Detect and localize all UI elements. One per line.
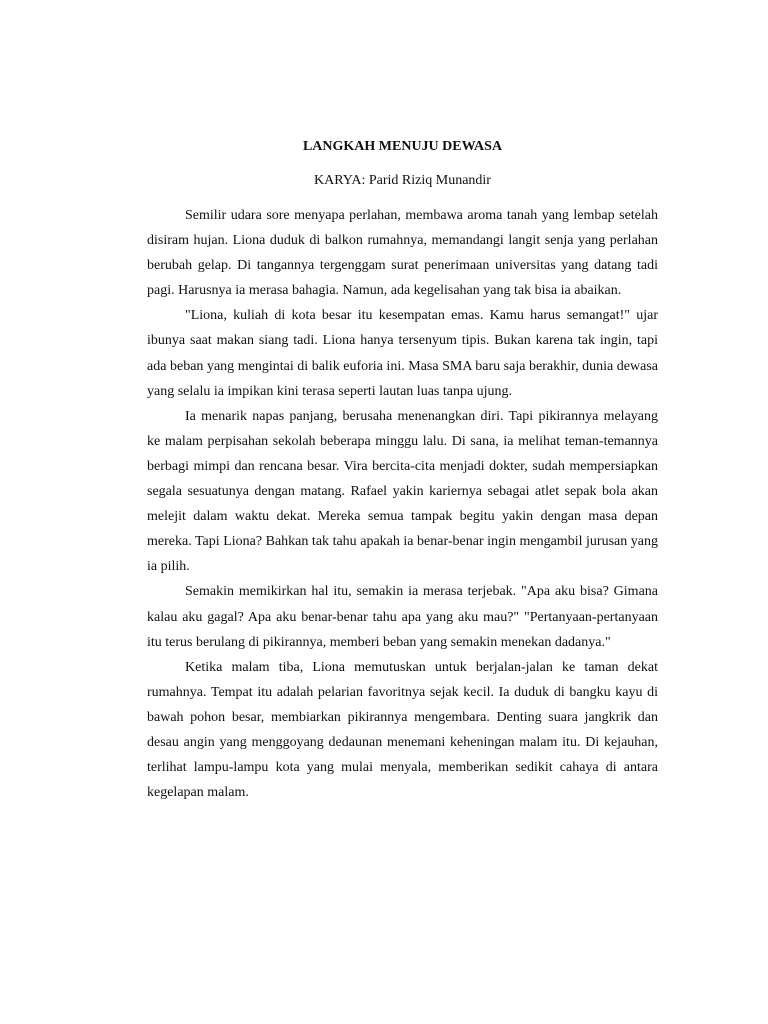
paragraph-4: Semakin memikirkan hal itu, semakin ia merasa terjebak. "Apa aku bisa? Gimana kalau aku gagal? Apa aku benar-benar tahu apa yang aku mau?" "Pertanyaan-pertanyaan itu terus berulang di pikirannya, memberi beban yang semakin menekan dadanya."	[147, 584, 658, 650]
document-title: LANGKAH MENUJU DEWASA	[302, 139, 503, 154]
paragraph-1: Semilir udara sore menyapa perlahan, membawa aroma tanah yang lembap setelah disiram hujan. Liona duduk di balkon rumahnya, memandangi langit senja yang perlahan berubah gelap. Di tangannya tergenggam surat penerimaan universitas yang datang tadi pagi. Harusnya ia merasa bahagia. Namun, ada kegelisahan yang tak bisa ia abaikan.	[147, 208, 658, 299]
author-line: KARYA: Parid Riziq Munandir	[314, 173, 491, 188]
paragraph-3: Ia menarik napas panjang, berusaha menenangkan diri. Tapi pikirannya melayang ke malam perpisahan sekolah beberapa minggu lalu. Di sana, ia melihat teman-temannya berbagi mimpi dan rencana besar. Vira bercita-cita menjadi dokter, sudah mempersiapkan segala sesuatunya dengan matang. Rafael yakin kariernya sebagai atlet sepak bola akan melejit dalam waktu dekat. Mereka semua tampak begitu yakin dengan masa depan mereka. Tapi Liona? Bahkan tak tahu apakah ia benar-benar ingin mengambil jurusan yang ia pilih.	[147, 408, 658, 575]
paragraph-5: Ketika malam tiba, Liona memutuskan untuk berjalan-jalan ke taman dekat rumahnya. Tempat itu adalah pelarian favoritnya sejak kecil. Ia duduk di bangku kayu di bawah pohon besar, membiarkan pikirannya mengembara. Denting suara jangkrik dan desau angin yang menggoyang dedaunan menemani keheningan malam itu. Di kejauhan, terlihat lampu-lampu kota yang mulai menyala, memberikan sedikit cahaya di antara kegelapan malam.	[147, 659, 658, 801]
document-page	[147, 137, 658, 805]
paragraph-2: "Liona, kuliah di kota besar itu kesempatan emas. Kamu harus semangat!" ujar ibunya saat makan siang tadi. Liona hanya tersenyum tipis. Bukan karena tak ingin, tapi ada beban yang mengintai di balik euforia ini. Masa SMA baru saja berakhir, dunia dewasa yang selalu ia impikan kini terasa seperti lautan luas tanpa ujung.	[147, 308, 658, 399]
